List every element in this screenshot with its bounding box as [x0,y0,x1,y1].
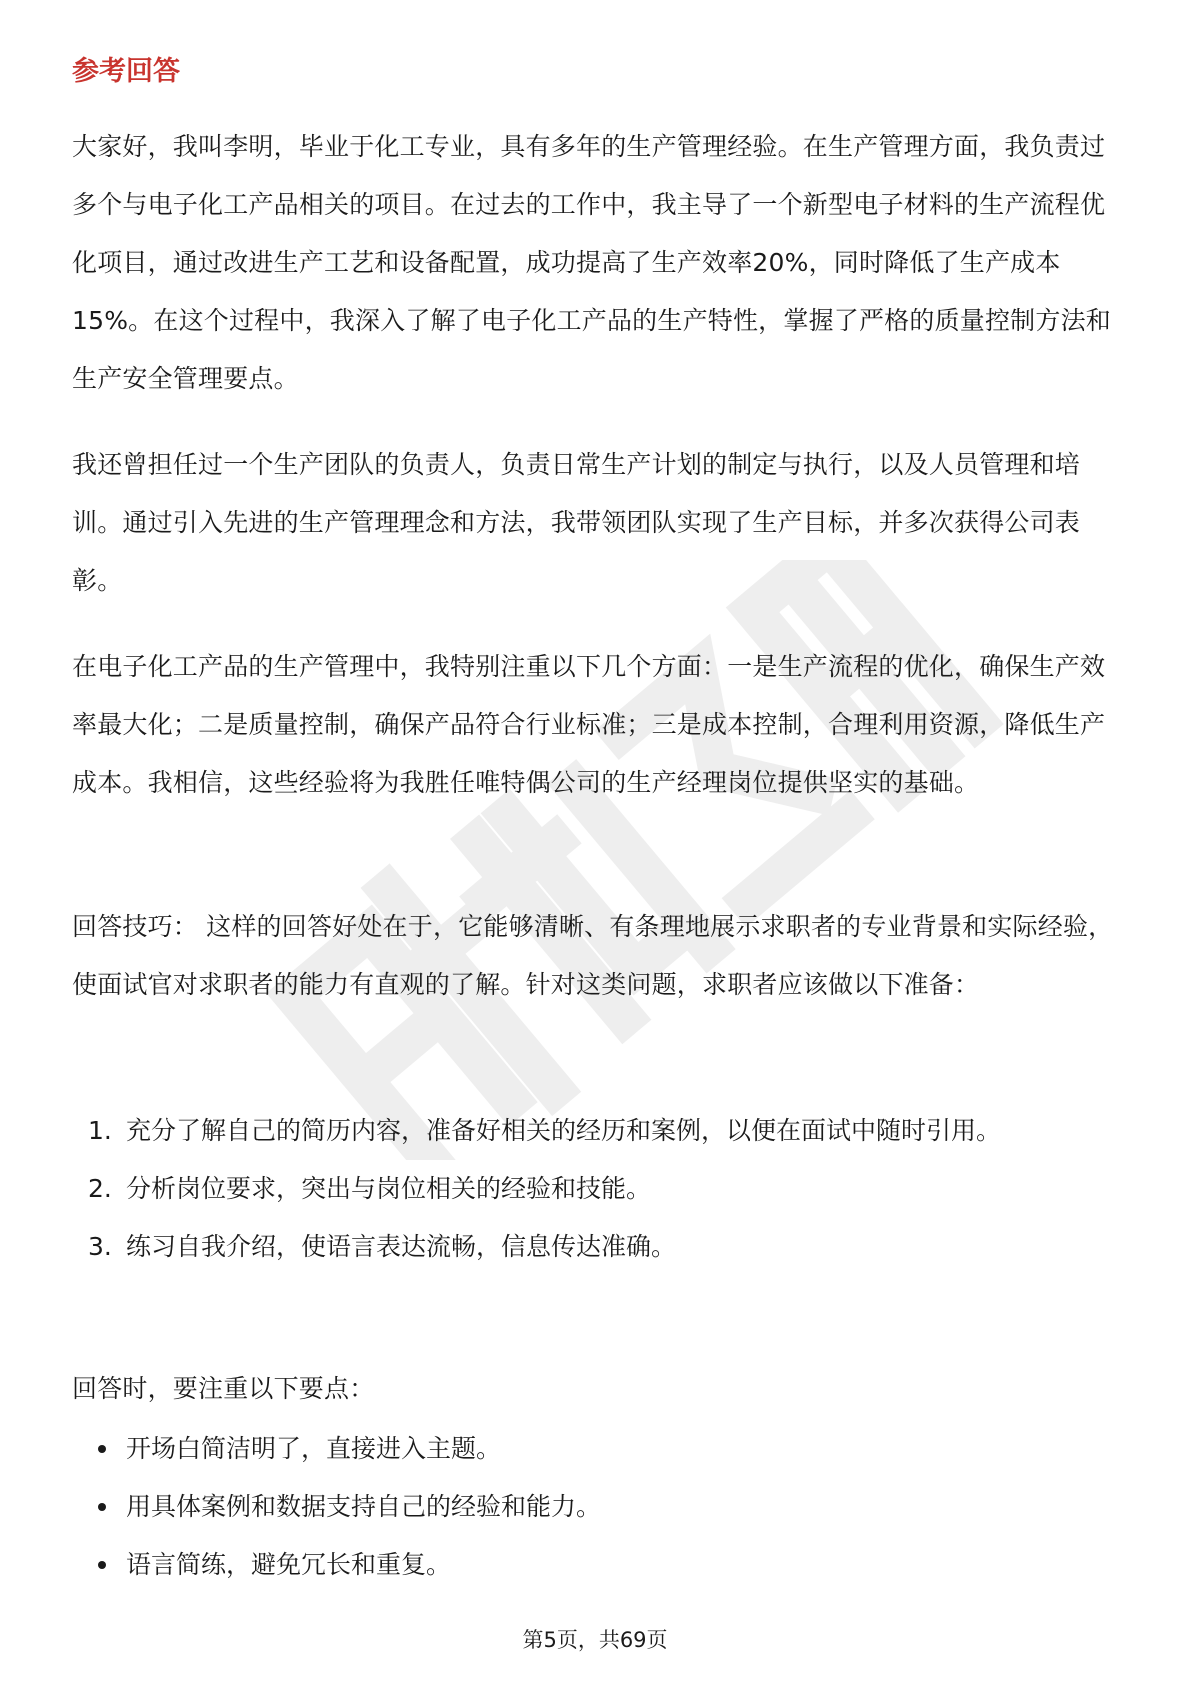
list-item [72,1420,1122,1478]
list-marker: 2. [88,1174,112,1203]
bullet-icon [98,1445,106,1453]
list-item [72,1536,1122,1594]
list-item-text: 开场白简洁明了，直接进入主题。 [126,1434,502,1463]
list-item-text: 练习自我介绍，使语言表达流畅，信息传达准确。 [126,1232,677,1261]
answer-paragraph-3: 在电子化工产品的生产管理中，我特别注重以下几个方面：一是生产流程的优化，确保生产效率最大化；二是质量控制，确保产品符合行业标准；三是成本控制，合理利用资源，降低生产成本。我相信，这些经验将为我胜任唯特偶公司的生产经理岗位提供坚实的基础。 [72,652,1106,797]
bullet-icon [98,1561,106,1569]
list-item [72,1160,1122,1218]
list-item-text: 分析岗位要求，突出与岗位相关的经验和技能。 [126,1174,652,1203]
list-item-text: 充分了解自己的简历内容，准备好相关的经历和案例，以便在面试中随时引用。 [126,1116,1002,1145]
list-item [72,1102,1122,1160]
section-heading: 参考回答 [72,56,180,87]
preparation-list [72,1102,1122,1276]
list-item [72,1218,1122,1276]
list-item [72,1478,1122,1536]
points-intro: 回答时，要注重以下要点： [72,1374,375,1403]
list-marker: 3. [88,1232,112,1261]
list-item-text: 用具体案例和数据支持自己的经验和能力。 [126,1492,602,1521]
list-marker: 1. [88,1116,112,1145]
list-item-text: 语言简练，避免冗长和重复。 [126,1550,452,1579]
answer-paragraph-1: 大家好，我叫李明，毕业于化工专业，具有多年的生产管理经验。在生产管理方面，我负责过多个与电子化工产品相关的项目。在过去的工作中，我主导了一个新型电子材料的生产流程优化项目，通过改进生产工艺和设备配置，成功提高了生产效率20%，同时降低了生产成本15%。在这个过程中，我深入了解了电子化工产品的生产特性，掌握了严格的质量控制方法和生产安全管理要点。 [72,132,1111,393]
bullet-icon [98,1503,106,1511]
tips-paragraph: 回答技巧： 这样的回答好处在于，它能够清晰、有条理地展示求职者的专业背景和实际经验，使面试官对求职者的能力有直观的了解。针对这类问题，求职者应该做以下准备： [72,912,1114,999]
page-number: 第5页，共69页 [522,1628,668,1652]
key-points-list [72,1420,1122,1594]
answer-paragraph-2: 我还曾担任过一个生产团队的负责人，负责日常生产计划的制定与执行，以及人员管理和培训。通过引入先进的生产管理理念和方法，我带领团队实现了生产目标，并多次获得公司表彰。 [72,450,1081,595]
